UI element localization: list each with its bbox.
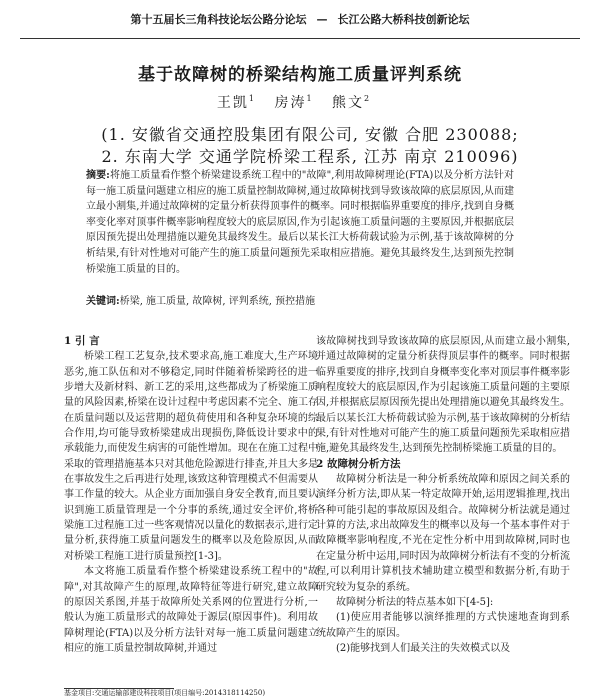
body-paragraph: 本文将施工质量看作整个桥梁建设系统工程中的"故障",对其故障产生的原理,故障特征等进行研究,建立故障的原因关系图,并基于故障所处关系网的位置进行分析,一般认为施工质量形式的故障处于源层(原因事件)。利用故障树理论(FTA)以及分析方法针对每一施工质量问题建立相应的施工质量控制故障树,并通过 — [64, 566, 318, 654]
keywords — [86, 294, 514, 309]
body-column-left — [64, 334, 318, 656]
section-heading: 1 引 言 — [64, 335, 100, 347]
affiliation-line-2: 2. 东南大学 交通学院桥梁工程系, 江苏 南京 210096) — [101, 147, 519, 166]
list-item: (1)使应用者能够以演绎推理的方式快速地查询到系统故障产生的原因。 — [316, 612, 570, 639]
author-list — [0, 92, 600, 112]
section-heading: 2 故障树分析方法 — [316, 457, 401, 470]
body-paragraph: 该故障树找到导致该故障的底层原因,从而建立最小割集,并通过故障树的定量分析获得顶层事件的概率。同时根据临界重要度的排序,找到自身概率变化率对顶层事件概率影响程度较大的底层原因,作为引起该施工质量问题的主要原因,并根据底层原因预先提出处理措施以避免其最终发生。最后以某长江大桥荷载试验为示例,基于该故障树的分析结果,有针对性地对可能产生的施工质量问题预先采取相应措施,避免其最终发生,达到预先控制桥梁施工质量的目的。 — [316, 336, 570, 455]
author-mark: 1 — [248, 94, 256, 104]
body-paragraph: 桥梁工程工艺复杂,技术要求高,施工难度大,生产环境恶劣,施工队伍和对不够稳定,同时伴随着桥梁跨径的进一步增大及新材料、新工艺的采用,这些都成为了桥梁施工质量的风险因素,桥梁在设计过程中考虑因素不完全、施工存在质量问题以及运营期的超负荷使用和各种复杂环境的综合作用,均可能导致桥梁建成出现损伤,降低设计要求中的承载能力,而使发生病害的可能性增加。现在在施工过程中采取的管理措施基本只对其他危险源进行排查,并且大多是在事故发生之后再进行处理,该致这种管理模式不但需要从事工作量的较大。从企业方面加强自身安全教育,而且要认识到施工质量管理是一个分事的系统,通过安全评价,将桥梁施工过程施工过一些客观情况以量化的数据表示,进行定量分析,获得施工质量问题发生的概率以及危险原因,从而对桥梁工程施工进行质量预控[1-3]。 — [64, 351, 318, 562]
abstract-text: 将施工质量看作整个桥梁建设系统工程中的"故障",利用故障树理论(FTA)以及分析方法针对每一施工质量问题建立相应的施工质量控制故障树,通过故障树找到导致该故障的底层原因,从而建立最小割集,并通过故障树的定量分析获得顶事件的概率。同时根据临界重要度的排序,找到自身概率变化率对顶事件概率影响程度较大的底层原因,作为引起该施工质量问题的主要原因,并根据底层原因预先提出处理措施以避免其最终发生。最后以某长江大桥荷载试验为示例,基于该故障树的分析结果,有针对性地对可能产生的施工质量问题预先采取相应措施。避免其最终发生,达到预先控制桥梁施工质量的目的。 — [86, 170, 514, 275]
author-mark: 1 — [306, 94, 314, 104]
body-paragraph: 故障树分析法的特点基本如下[4-5]: — [336, 596, 494, 608]
paper-title: 基于故障树的桥梁结构施工质量评判系统 — [138, 65, 462, 85]
header-separator: — — [316, 12, 328, 26]
list-item: (2)能够找到人们最关注的失效模式以及 — [336, 642, 511, 654]
abstract-label: 摘要: — [86, 170, 110, 181]
body-column-right — [316, 334, 570, 656]
footnote: 基金项目:交通运输部建设科技项目(项目编号:2014318114250) — [64, 689, 266, 697]
abstract — [86, 168, 514, 277]
author-mark: 2 — [364, 94, 372, 104]
author-name: 王凯 — [216, 95, 249, 111]
header-rule — [20, 38, 580, 39]
header-left: 第十五届长三角科技论坛公路分论坛 — [130, 13, 307, 26]
author-name: 房涛 — [274, 95, 307, 111]
keywords-label: 关键词: — [86, 296, 120, 307]
affiliation-line-1: (1. 安徽省交通控股集团有限公司, 安徽 合肥 230088; — [101, 125, 519, 144]
author-name: 熊文 — [332, 95, 364, 111]
header-right: 长江公路大桥科技创新论坛 — [337, 13, 470, 26]
running-header — [0, 0, 600, 38]
body-paragraph: 故障树分析法是一种分析系统故障和原因之间关系的演绎分析方法,即从某一特定故障开始,运用逻辑推理,找出各种可能引起的事故原因及组合。故障树分析法就是通过计算的方法,求出故障发生的概率以及每一个基本事件对于故障概率影响程度,不光在定性分析中用到故障树,同时也在定量分析中运用,同时因为故障树分析法有不变的分析流程,可以利用计算机技术辅助建立模型和数据分析,有助于研究较为复杂的系统。 — [316, 474, 570, 593]
keywords-text: 桥梁, 施工质量, 故障树, 评判系统, 预控措施 — [119, 296, 316, 307]
